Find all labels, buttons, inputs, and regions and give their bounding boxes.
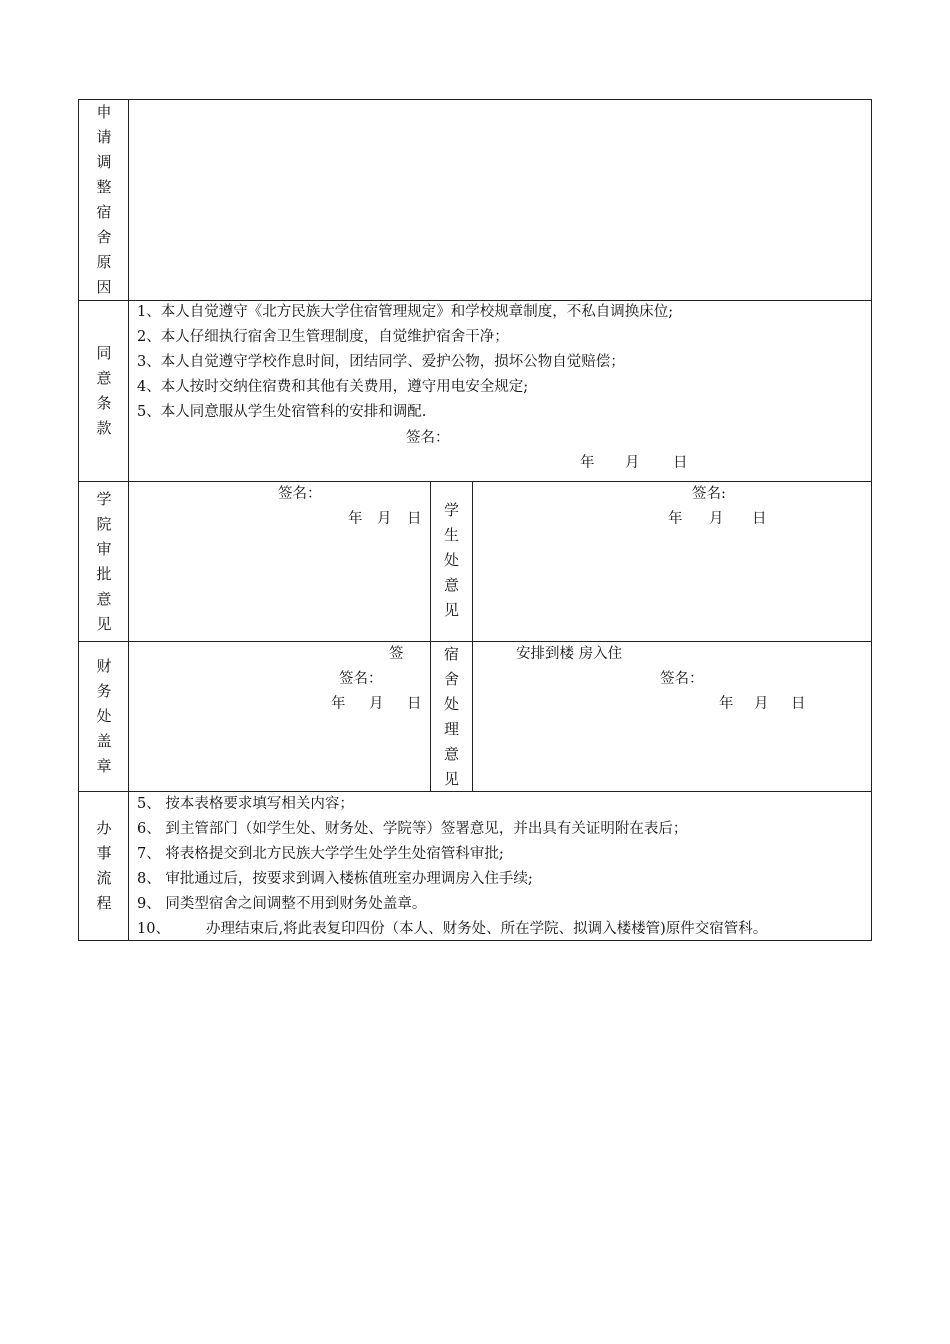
finance-date-year: 年 xyxy=(331,696,346,712)
dorm-label: 宿 舍 处 理 意 见 xyxy=(443,645,459,788)
agreement-clause: 1、本人自觉遵守《北方民族大学住宿管理规定》和学校规章制度，不私自调换床位; xyxy=(137,304,674,320)
process-step: 8、 审批通过后，按要求到调入楼栋值班室办理调房入住手续; xyxy=(137,871,533,887)
agreement-clause: 3、本人自觉遵守学校作息时间，团结同学、爱护公物，损坏公物自觉赔偿； xyxy=(137,354,625,370)
finance-sign-label: 签名： xyxy=(339,671,383,687)
student-office-sign-label: 签名: xyxy=(692,486,726,502)
agreement-date-day: 日 xyxy=(673,455,688,471)
process-step: 5、 按本表格要求填写相关内容； xyxy=(137,796,354,812)
dorm-sign-label: 签名： xyxy=(660,671,704,687)
dorm-date-year: 年 xyxy=(719,696,734,712)
student-office-date-month: 月 xyxy=(709,511,724,527)
college-sign-label: 签名： xyxy=(278,486,322,502)
dorm-adjustment-form xyxy=(78,99,872,941)
college-date-year: 年 xyxy=(348,511,363,527)
dorm-arrange-text: 安排到楼 房入住 xyxy=(516,646,623,662)
finance-date-month: 月 xyxy=(369,696,384,712)
process-step-number: 10、 xyxy=(137,921,170,937)
reason-input-area[interactable] xyxy=(130,100,871,300)
dorm-date-day: 日 xyxy=(791,696,806,712)
process-step: 7、 将表格提交到北方民族大学学生处学生处宿管科审批; xyxy=(137,846,504,862)
student-office-date-day: 日 xyxy=(752,511,767,527)
mid-label-divider xyxy=(472,481,473,791)
finance-label: 财 务 处 盖 章 xyxy=(96,657,112,775)
row-divider xyxy=(79,300,871,301)
process-step: 9、 同类型宿舍之间调整不用到财务处盖章。 xyxy=(137,896,427,912)
row-divider xyxy=(79,791,871,792)
agreement-clause: 2、本人仔细执行宿舍卫生管理制度，自觉维护宿舍干净； xyxy=(137,329,509,345)
finance-date-day: 日 xyxy=(407,696,422,712)
process-label: 办 事 流 程 xyxy=(96,819,112,912)
agreement-clause: 4、本人按时交纳住宿费和其他有关费用，遵守用电安全规定; xyxy=(137,379,529,395)
agreement-clause: 5、本人同意服从学生处宿管科的安排和调配. xyxy=(137,404,427,420)
process-step: 6、 到主管部门（如学生处、财务处、学院等）签署意见，并出具有关证明附在表后； xyxy=(137,821,688,837)
row-divider xyxy=(79,481,871,482)
student-office-date-year: 年 xyxy=(668,511,683,527)
agreement-sign-label: 签名： xyxy=(406,430,450,446)
college-date-day: 日 xyxy=(407,511,422,527)
finance-sign-top: 签 xyxy=(389,646,404,662)
agreement-label: 同 意 条 款 xyxy=(96,344,112,437)
row-divider xyxy=(79,641,871,642)
college-label: 学 院 审 批 意 见 xyxy=(96,489,112,633)
agreement-date-month: 月 xyxy=(625,455,640,471)
student-office-label: 学 生 处 意 见 xyxy=(443,500,459,619)
reason-label: 申 请 调 整 宿 舍 原 因 xyxy=(96,103,112,296)
agreement-date-year: 年 xyxy=(580,455,595,471)
college-date-month: 月 xyxy=(377,511,392,527)
process-step: 办理结束后,将此表复印四份（本人、财务处、所在学院、拟调入楼楼管)原件交宿管科。 xyxy=(206,921,768,937)
dorm-date-month: 月 xyxy=(754,696,769,712)
